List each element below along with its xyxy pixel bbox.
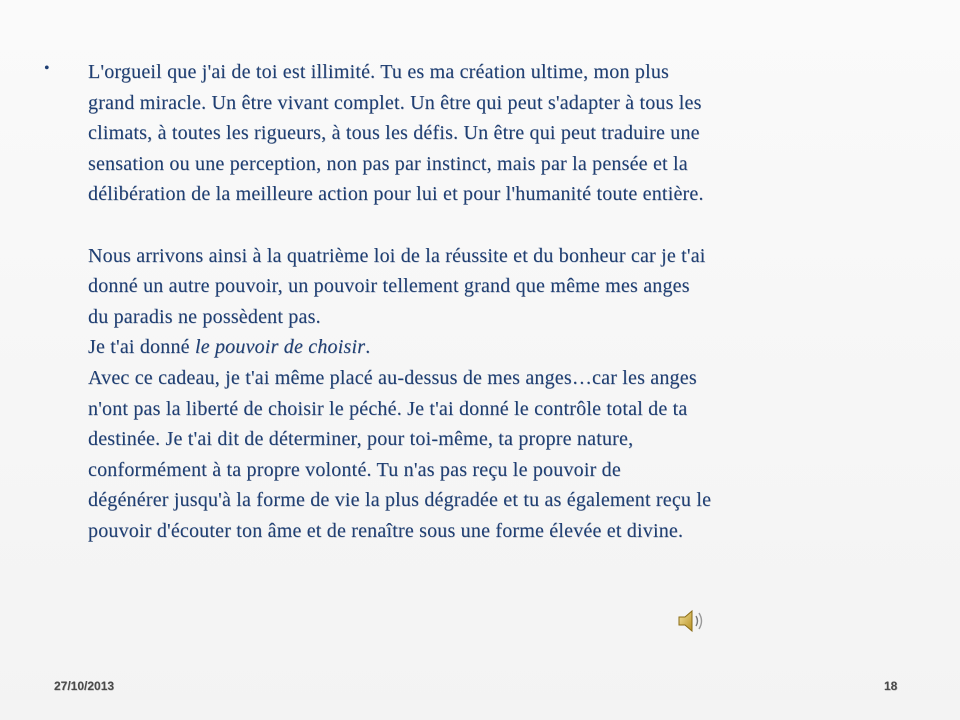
choice-prefix: Je t'ai donné	[88, 336, 195, 359]
footer-date: 27/10/2013	[54, 679, 115, 693]
text-line: L'orgueil que j'ai de toi est illimité. Tu es ma création ultime, mon plus	[88, 61, 670, 83]
text-line: conformément à ta propre volonté. Tu n'as pas reçu le pouvoir de	[88, 458, 621, 481]
text-line: grand miracle. Un être vivant complet. Un être qui peut s'adapter à tous les	[88, 91, 702, 114]
speaker-icon-graphic	[676, 606, 706, 636]
choice-suffix: .	[365, 336, 371, 359]
text-line: destinée. Je t'ai dit de déterminer, pour toi-même, ta propre nature,	[88, 428, 634, 451]
text-line: Nous arrivons ainsi à la quatrième loi de la réussite et du bonheur car je t'ai	[88, 244, 706, 267]
paragraph-spacer	[88, 210, 938, 241]
text-line: climats, à toutes les rigueurs, à tous les défis. Un être qui peut traduire une	[88, 122, 700, 145]
text-line: n'ont pas la liberté de choisir le péché. Je t'ai donné le contrôle total de ta	[88, 397, 688, 420]
speaker-icon[interactable]	[676, 606, 706, 636]
text-line: donné un autre pouvoir, un pouvoir tellement grand que même mes anges	[88, 275, 690, 298]
page-number: 18	[884, 679, 898, 693]
text-line: sensation ou une perception, non pas par instinct, mais par la pensée et la	[88, 152, 688, 175]
choice-line	[88, 332, 938, 363]
text-line: délibération de la meilleure action pour lui et pour l'humanité toute entière.	[88, 183, 704, 206]
text-line: Avec ce cadeau, je t'ai même placé au-dessus de mes anges…car les anges	[88, 366, 697, 389]
text-line: dégénérer jusqu'à la forme de vie la plus dégradée et tu as également reçu le	[88, 489, 712, 512]
choice-emphasis: le pouvoir de choisir	[194, 336, 366, 359]
slide-text-block	[88, 57, 938, 547]
text-line: du paradis ne possèdent pas.	[88, 305, 321, 328]
bullet-marker: •	[44, 60, 50, 77]
text-line: pouvoir d'écouter ton âme et de renaître sous une forme élevée et divine.	[88, 519, 684, 542]
